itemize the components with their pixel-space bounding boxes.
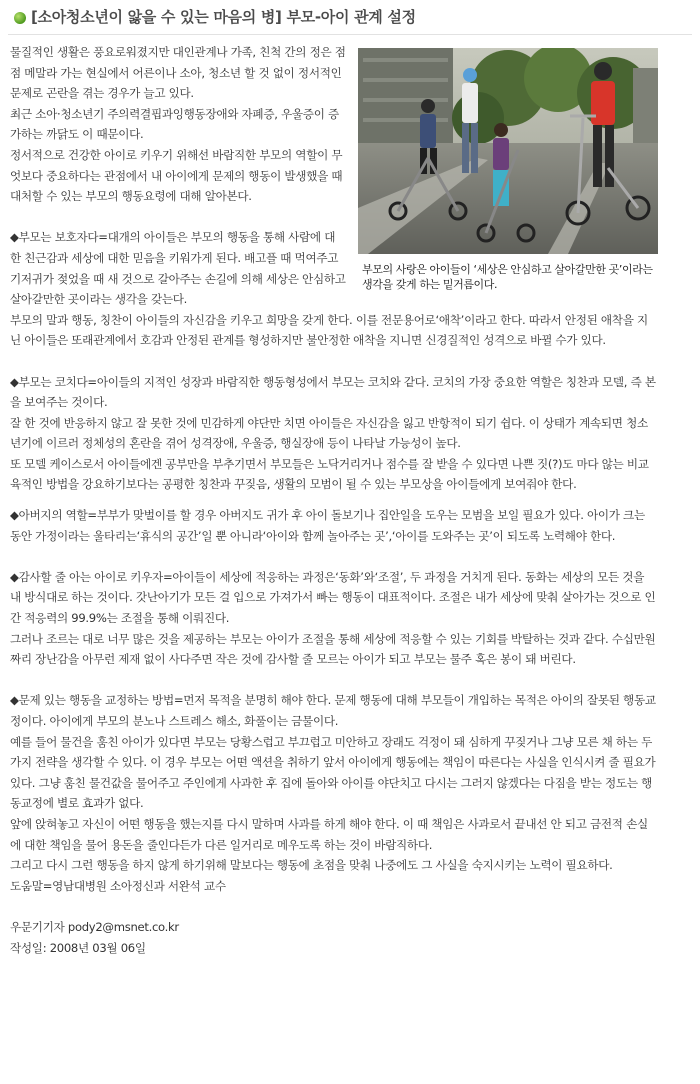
paragraph: 부모의 말과 행동, 칭찬이 아이들의 자신감을 키우고 희망을 갖게 한다. 이를 전문용어로‘애착’이라고 한다. 따라서 안정된 애착을 지닌 아이들은 또래관계에서 호감과 안정된 관계를 형성하지만 불안정한 애착을 지니면 신경질적인 성격으로 바뀔 수가 있다. bbox=[10, 312, 648, 348]
paragraph: 앞에 앉혀놓고 자신이 어떤 행동을 했는지를 다시 말하며 사과를 하게 해야 한다. 이 때 책임은 사과로서 끝내선 안 되고 금전적 손실에 대한 책임을 물어 용돈을 줄인다든가 다른 일거리로 메우도록 하는 것이 바람직하다. bbox=[10, 816, 648, 852]
section-parents-protector: ◆부모는 보호자다=대개의 아이들은 부모의 행동을 통해 사람에 대한 친근감과 세상에 대한 믿음을 키워가게 된다. 배고플 때 먹여주고 기저귀가 젖었을 때 새 것으로 갈아주는 손길에 의해 세상은 안심하고 살아갈만한 곳이라는 생각을 갖는다. bbox=[10, 230, 346, 307]
paragraph: 그리고 다시 그런 행동을 하지 않게 하기위해 말보다는 행동에 초점을 맞춰 나중에도 그 사실을 숙지시키는 노력이 필요하다. bbox=[10, 858, 613, 873]
article-title: [소아청소년이 앓을 수 있는 마음의 병] 부모-아이 관계 설정 bbox=[31, 8, 416, 26]
advisor-credit: 도움말=영남대병원 소아정신과 서완석 교수 bbox=[10, 878, 226, 893]
family-tricycle-photo bbox=[358, 48, 658, 254]
photo-caption: 부모의 사랑은 아이들이 ‘세상은 안심하고 살아갈만한 곳’이라는 생각을 갖게 하는 밑거름이다. bbox=[362, 263, 653, 291]
title-divider bbox=[8, 34, 692, 35]
paragraph: 최근 소아·청소년기 주의력결핍과잉행동장애와 자폐증, 우울증이 증가하는 까닭도 이 때문이다. bbox=[10, 106, 339, 142]
paragraph: 또 모델 케이스로서 아이들에겐 공부만을 부추기면서 부모들은 노닥거리거나 점수를 잘 받을 수 있다면 나쁜 짓(?)도 마다 않는 비교육적인 방법을 강요하기보다는 공평한 칭찬과 꾸짖음, 생활의 모범이 될 수 있는 부모상을 아이들에게 보여줘야 한다. bbox=[10, 456, 649, 492]
paragraph: 그러나 조르는 대로 너무 많은 것을 제공하는 부모는 아이가 조절을 통해 세상에 적응할 수 있는 기회를 박탈하는 것과 같다. 수십만원짜리 장난감을 아무런 제재 없이 사다주면 작은 것에 감사할 줄 모르는 아이가 되고 부모는 물주 혹은 봉이 돼 버린다. bbox=[10, 631, 656, 667]
paragraph: 정서적으로 건강한 아이로 키우기 위해선 바람직한 부모의 역할이 무엇보다 중요하다는 관점에서 내 아이에게 문제의 행동이 발생했을 때 대처할 수 있는 부모의 행동요령에 대해 알아본다. bbox=[10, 147, 343, 204]
section-behavior-correction: ◆문제 있는 행동을 교정하는 방법=먼저 목적을 분명히 해야 한다. 문제 행동에 대해 부모들이 개입하는 목적은 아이의 잘못된 행동교정이다. 아이에게 부모의 분노나 스트레스 해소, 화풀이는 금물이다. bbox=[10, 693, 656, 728]
reporter-byline: 우문기기자 pody2@msnet.co.kr bbox=[10, 919, 179, 934]
article-header bbox=[0, 0, 700, 40]
paragraph: 예를 들어 물건을 훔친 아이가 있다면 부모는 당황스럽고 부끄럽고 미안하고 장래도 걱정이 돼 심하게 꾸짖거나 그냥 모른 채 하는 두 가지 전략을 생각할 수 있다. 이 경우 부모는 어떤 액션을 취하기 앞서 아이에게 행동에는 책임이 따른다는 사실을 인식시켜 줄 필요가 있다. 그냥 훔친 물건값을 물어주고 주인에게 사과한 후 집에 돌아와 아이를 야단치고 다시는 그러지 않겠다는 다짐을 받는 정도는 행동교정에 별로 효과가 없다. bbox=[10, 734, 656, 811]
publish-date: 작성일: 2008년 03월 06일 bbox=[10, 940, 146, 955]
section-parents-coach: ◆부모는 코치다=아이들의 지적인 성장과 바람직한 행동형성에서 부모는 코치와 같다. 코치의 가장 중요한 역할은 칭찬과 모델, 즉 본을 보여주는 것이다. bbox=[10, 374, 656, 410]
photo-figure bbox=[358, 48, 660, 300]
paragraph: 잘 한 것에 반응하지 않고 잘 못한 것에 민감하게 야단만 치면 아이들은 자신감을 잃고 반항적이 되기 쉽다. 이 상태가 계속되면 청소년기에 이르러 정체성의 혼란을 겪어 성격장애, 우울증, 행실장애 등이 나타날 가능성이 높다. bbox=[10, 415, 648, 451]
section-grateful-child: ◆감사할 줄 아는 아이로 키우자=아이들이 세상에 적응하는 과정은‘동화’와‘조절’, 두 과정을 거치게 된다. 동화는 세상의 모든 것을 내 방식대로 하는 것이다. 갓난아기가 모든 걸 입으로 가져가서 빠는 행동이 대표적이다. 조절은 내가 세상에 맞춰 살아가는 것으로 인간 적응력의 99.9%는 조절을 통해 이뤄진다. bbox=[10, 569, 656, 626]
section-father-role: ◆아버지의 역할=부부가 맞벌이를 할 경우 아버지도 귀가 후 아이 돌보기나 집안일을 도우는 모범을 보일 필요가 있다. 아이가 크는 동안 가정이라는 울타리는‘휴식의 공간’일 뿐 아니라‘아이와 함께 놀아주는 곳’,‘아이를 도와주는 곳’이 되도록 노력해야 한다. bbox=[10, 508, 645, 543]
bullet-icon bbox=[14, 12, 26, 24]
article-body bbox=[10, 42, 658, 958]
paragraph: 물질적인 생활은 풍요로워졌지만 대인관계나 가족, 친척 간의 정은 점점 메말라 가는 현실에서 어른이나 소아, 청소년 할 것 없이 정서적인 문제로 곤란을 겪는 경우가 늘고 있다. bbox=[10, 45, 346, 101]
